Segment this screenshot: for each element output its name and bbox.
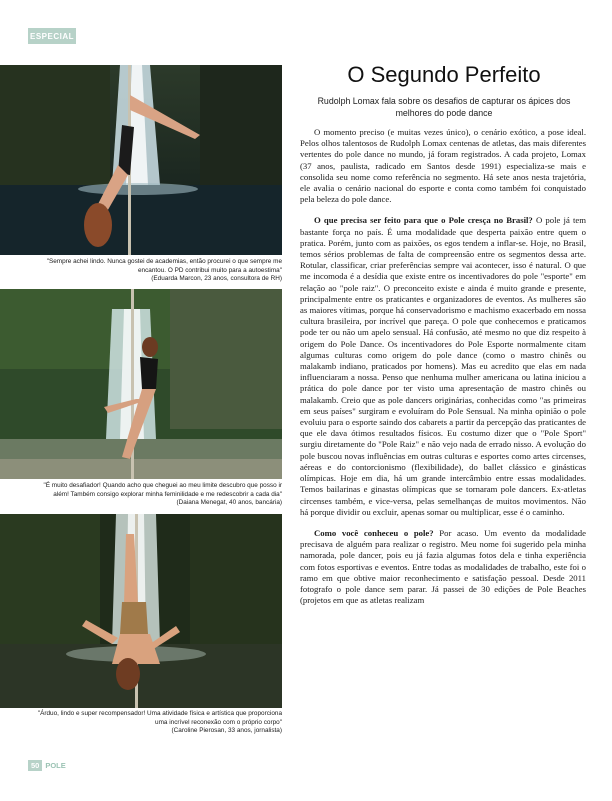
caption-quote: "Sempre achei lindo. Nunca gostei de academias, então procurei o que sempre me encantou. O PD contribui muito para a autoestima" — [46, 258, 282, 274]
caption-1 — [28, 258, 282, 284]
page-number: 50 — [28, 760, 42, 771]
article-subtitle: Rudolph Lomax fala sobre os desafios de capturar os ápices dos melhores do pode dance — [317, 96, 571, 118]
caption-quote: "Árduo, lindo e super recompensador! Uma atividade física e artística que proporciona uma incrível reconexão com o próprio corpo" — [37, 710, 282, 726]
caption-3 — [28, 710, 282, 736]
article-qa-1 — [300, 215, 586, 517]
answer-1: O pole já tem bastante força no país. É uma modalidade que desperta paixão entre quem o pratica. Porém, junto com as paixões, os egos tendem a inflar-se. Hoje, no Brasil, temos sérios problemas de falta de compreensão entre os segmentos dessa arte. Rotular, classificar, criar preferências sempre vai acontecer, isso é natural. O que me incomoda é a desídia que existe entre os incentivadores do pole "esporte" em relação ao "pole raiz". O preconceito existe e ainda é muito grande e presente, principalmente entre os praticantes e organizadores de eventos. As mulheres são as maiores vítimas, porque há conservadorismo e machismo exacerbado em nossa cultura brasileira, por incrível que pareça. O pole que conhecemos e praticamos pode ter ou não um apelo sensual. Há confusão, até mesmo no que diz respeito à origem do Pole Dance. Os incentivadores do Pole Esporte normalmente citam algumas culturas como origem do pole dance (como o mastro chinês ou malakamb indiano, praticados por homens). Mas eu acredito que elas em nada influenciaram a nossa. Penso que nenhuma mulher americana ou latina iniciou a prática do pole dance por ter visto uma apresentação de mastro chinês ou malakamb. Creio que as pole dancers originárias, conhecidas como "as primeiras em seus países" surgiram e evoluíram do Pole Sensual. Na minha opinião o pole evoluiu para o esporte saindo dos cabarets a partir da percepção das praticantes de que ele dava ótimos resultados físicos. Eu costumo dizer que o "Pole Sport" surgiu diretamente do "Pole Raiz" e não vejo nada de errado nisso. A evolução do pole buscou novas influências em outras culturas e esportes como artes circenses, aéreas e do contorcionismo (flexibilidade), do ballet clássico e ginásticas olímpicas. Hoje em dia, há um grande intercâmbio entre essas modalidades. Temos bailarinas e ginastas olímpicas que se tornaram pole dancers. Ex-atletas circenses também, e vice-versa, pelas semelhanças de muitos movimentos. Não há porque dividir ou excluir, apenas somar ou multiplicar, esse é o caminho. — [300, 215, 586, 517]
photo-waterfall-1 — [0, 65, 282, 255]
article-qa-2 — [300, 528, 586, 606]
article-title: O Segundo Perfeito — [347, 62, 541, 87]
question-1: O que precisa ser feito para que o Pole cresça no Brasil? — [314, 215, 533, 226]
magazine-brand: POLE — [45, 760, 66, 770]
answer-2: Por acaso. Um evento da modalidade precisava de alguém para realizar o registro. Meu nome foi sugerido pela minha namorada, pole dancer, pois eu já fazia algumas fotos dela e tinha experiência com fotos esportivas e eventos. Entre todas as modalidades de trabalho, este foi o ramo em que obtive maior reconhecimento e satisfação pessoal. Desde 2011 fotografo o pole dance sem parar. Já passei de 30 edições de Pole Beaches (projetos em que as atletas realizam — [300, 527, 587, 606]
question-2: Como você conheceu o pole? — [314, 527, 434, 538]
photo-waterfall-2 — [0, 289, 282, 479]
page-footer — [28, 759, 66, 771]
article-intro: O momento preciso (e muitas vezes único), o cenário exótico, a pose ideal. Pelos olhos talentosos de Rudolph Lomax centenas de atletas, das mais diferentes vertentes do pole dance no mundo, já foram registrados. A cada projeto, Lomax (37 anos, paulista, radicado em Santos desde 1991) especializa-se mais e consolida seu nome como referência no segmento. Há sete anos nesta trajetória, ele avalia o cenário nacional do esporte e conta como também foi conquistado pela beleza do pole dance. — [300, 127, 586, 205]
section-tag: ESPECIAL — [28, 28, 76, 44]
caption-2 — [28, 482, 282, 508]
photo-waterfall-3 — [0, 514, 282, 708]
article-body — [300, 127, 586, 616]
caption-quote: "É muito desafiador! Quando acho que cheguei ao meu limite descubro que posso ir além! Também consigo explorar minha feminilidade e me redescobrir a cada dia" — [43, 482, 282, 498]
caption-credit: (Daiana Menegat, 40 anos, bancária) — [176, 499, 282, 507]
caption-credit: (Eduarda Marcon, 23 anos, consultora de RH) — [151, 275, 282, 283]
caption-credit: (Caroline Pierosan, 33 anos, jornalista) — [171, 727, 282, 735]
